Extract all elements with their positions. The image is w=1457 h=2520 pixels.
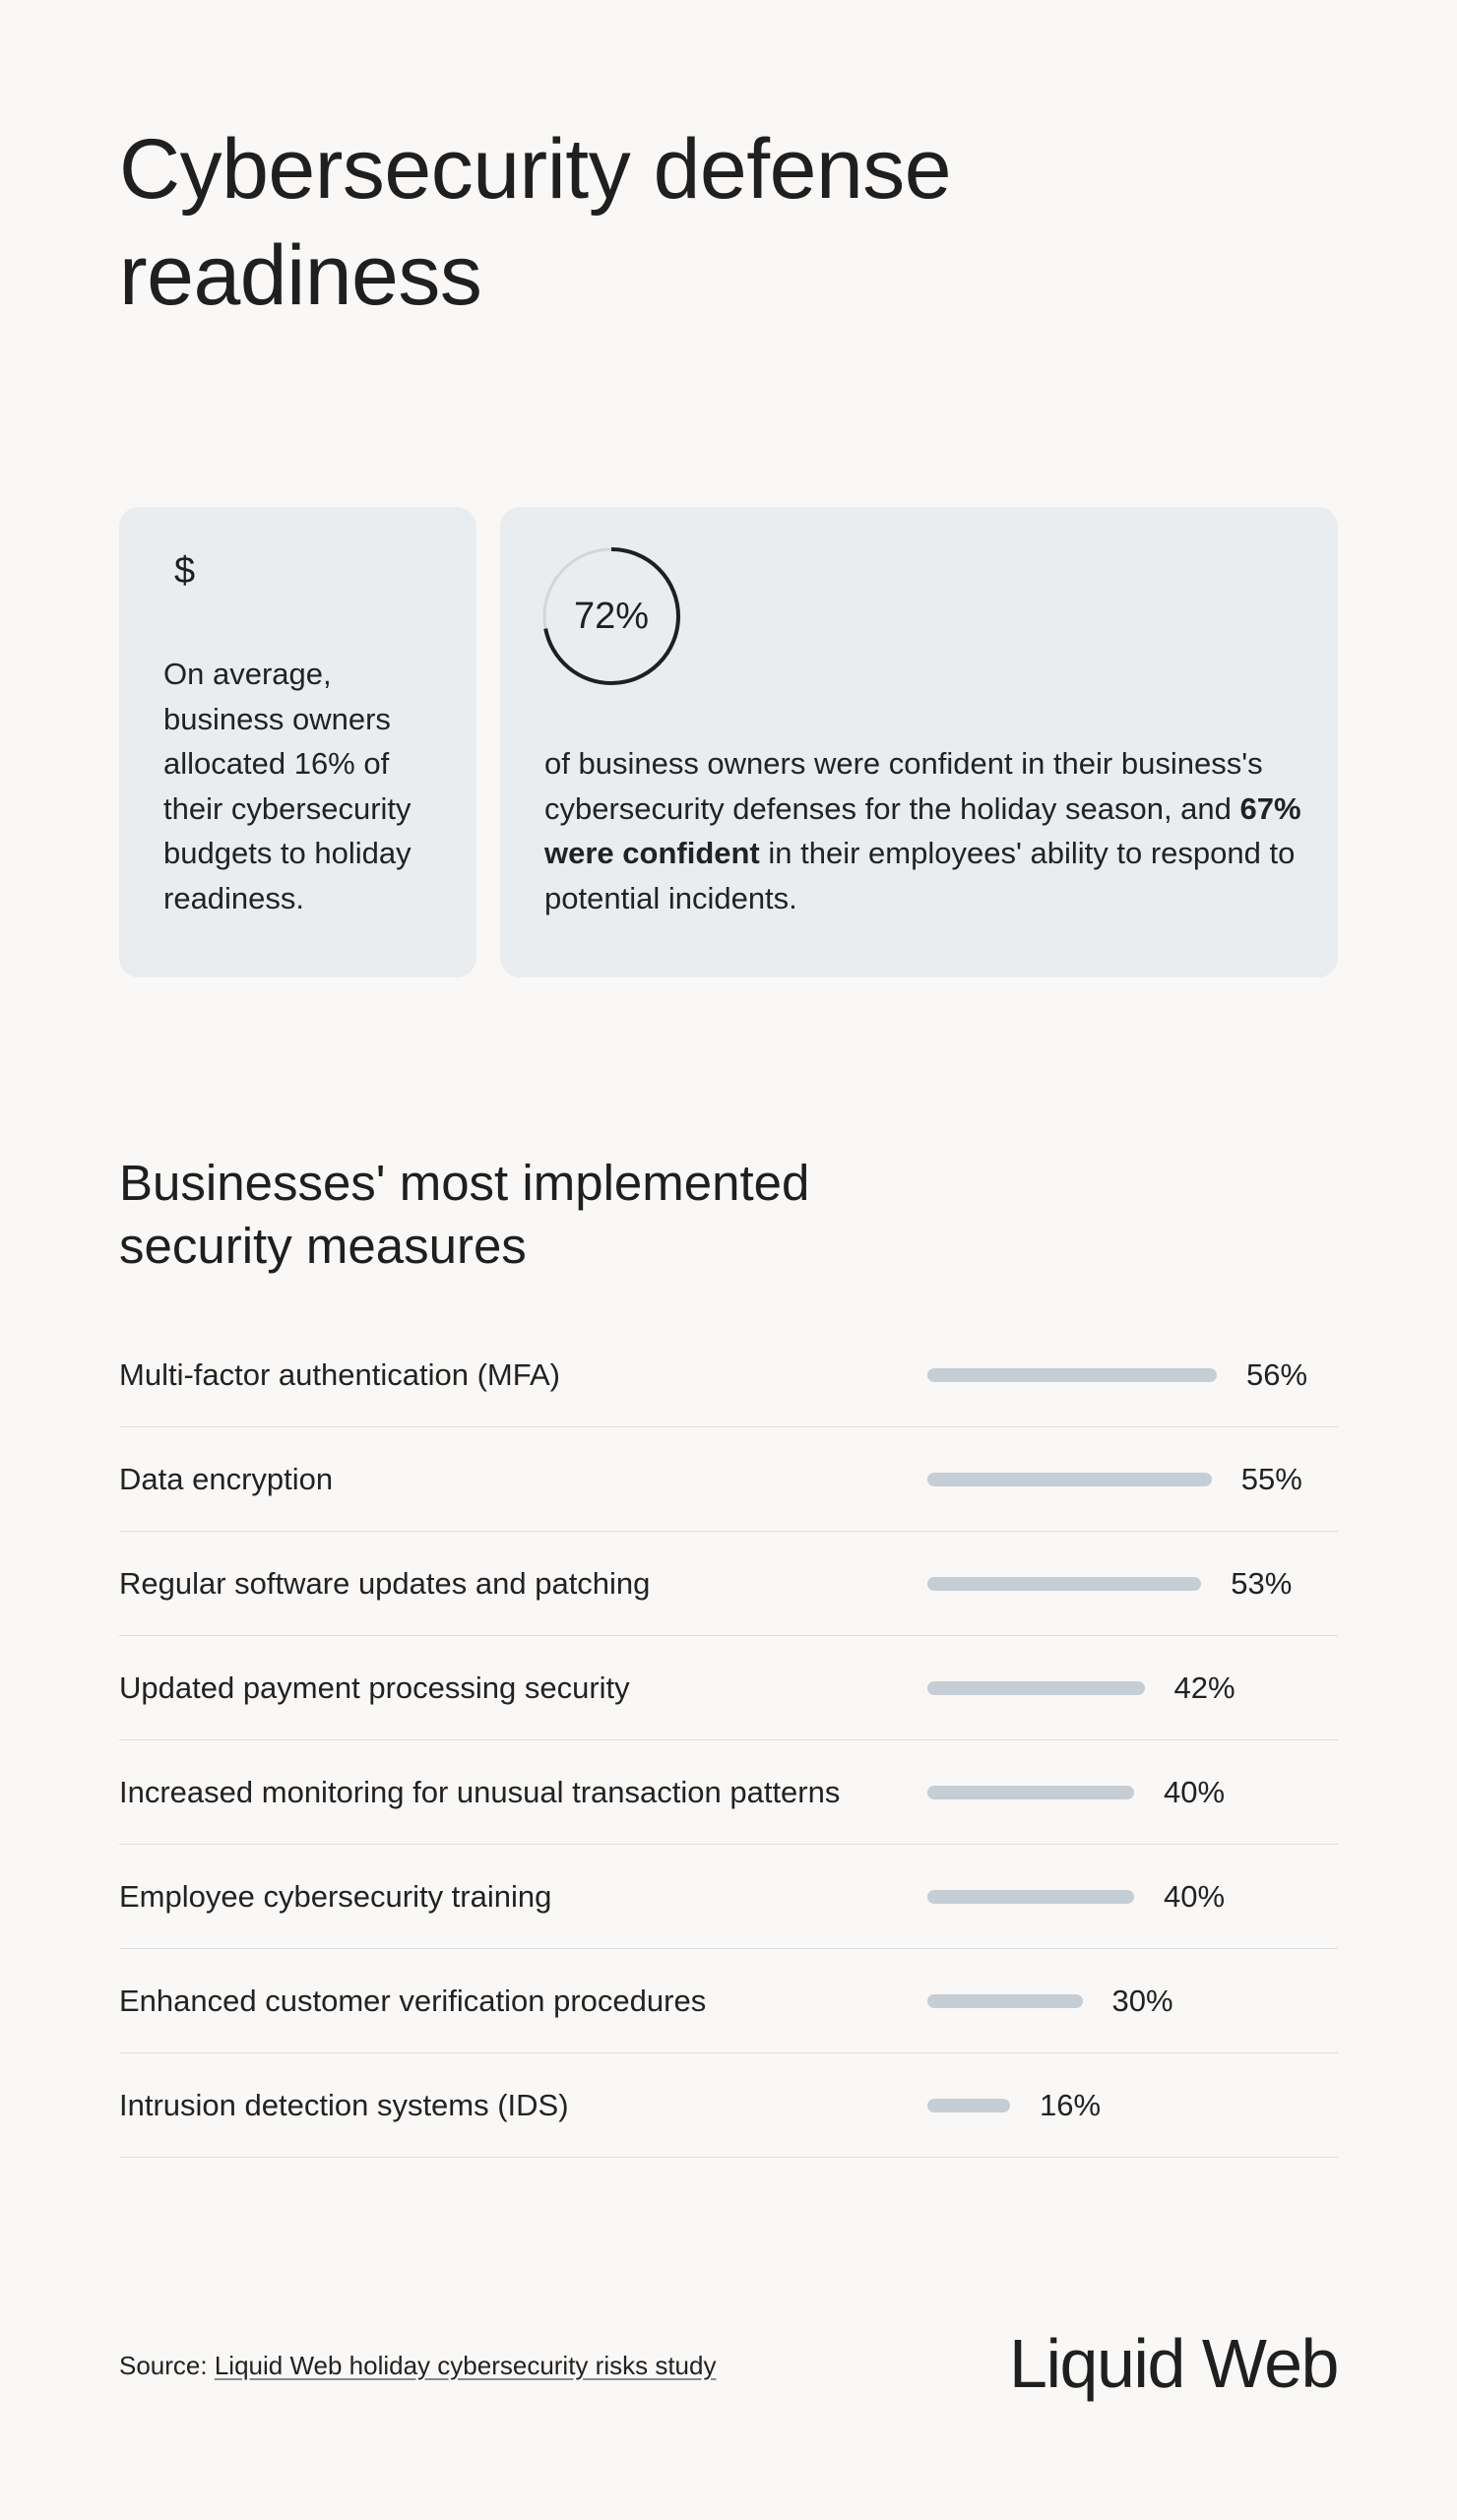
chart-bar xyxy=(927,1577,1201,1591)
chart-value-label: 16% xyxy=(1040,2088,1102,2122)
confidence-text-end: in their employees' ability to respond to potential incidents. xyxy=(544,836,1296,915)
confidence-stat-text xyxy=(544,741,1322,920)
budget-stat-text: On average, business owners allocated 16% of their cybersecurity budgets to holiday readiness. xyxy=(163,657,412,915)
chart-row xyxy=(119,1323,1338,1427)
chart-row xyxy=(119,1427,1338,1532)
budget-stat-card xyxy=(119,507,476,977)
dollar-icon: $ xyxy=(174,550,196,592)
chart-value-label: 55% xyxy=(1240,1462,1302,1496)
chart-category-label: Data encryption xyxy=(119,1462,334,1496)
chart-bar xyxy=(927,1994,1083,2008)
chart-row xyxy=(119,1532,1338,1636)
chart-value-label: 30% xyxy=(1111,1984,1173,2018)
confidence-text-start: of business owners were confident in their business's cybersecurity defenses for the holiday season, and xyxy=(544,746,1263,826)
brand-logo: Liquid Web xyxy=(1009,2325,1338,2402)
chart-category-label: Regular software updates and patching xyxy=(119,1566,651,1601)
chart-category-label: Updated payment processing security xyxy=(119,1670,630,1705)
confidence-ring-value: 72% xyxy=(573,596,650,637)
chart-bar xyxy=(927,1890,1134,1904)
chart-row xyxy=(119,1845,1338,1949)
chart-value-label: 53% xyxy=(1231,1566,1293,1601)
chart-row xyxy=(119,1949,1338,2053)
chart-bar xyxy=(927,1368,1217,1382)
security-measures-chart xyxy=(119,1323,1338,2158)
confidence-stat-card xyxy=(500,507,1338,977)
chart-bar xyxy=(927,2099,1010,2112)
chart-category-label: Intrusion detection systems (IDS) xyxy=(119,2088,569,2122)
chart-value-label: 40% xyxy=(1164,1879,1226,1914)
page-title: Cybersecurity defense readiness xyxy=(119,122,952,323)
confidence-text-bold: 67% were confident xyxy=(544,790,1301,870)
source-line xyxy=(119,2351,716,2381)
chart-title: Businesses' most implemented security measures xyxy=(119,1155,810,1274)
source-prefix: Source: xyxy=(119,2351,215,2380)
chart-value-label: 56% xyxy=(1246,1357,1308,1392)
chart-category-label: Employee cybersecurity training xyxy=(119,1879,552,1914)
chart-row xyxy=(119,1740,1338,1845)
chart-bar xyxy=(927,1473,1212,1486)
chart-row xyxy=(119,2053,1338,2158)
chart-category-label: Enhanced customer verification procedures xyxy=(119,1984,707,2018)
chart-bar xyxy=(927,1681,1145,1695)
chart-value-label: 40% xyxy=(1164,1775,1226,1809)
chart-value-label: 42% xyxy=(1173,1670,1235,1705)
source-link[interactable]: Liquid Web holiday cybersecurity risks study xyxy=(214,2351,717,2380)
chart-category-label: Increased monitoring for unusual transaction patterns xyxy=(119,1775,841,1809)
chart-category-label: Multi-factor authentication (MFA) xyxy=(119,1357,560,1392)
chart-row xyxy=(119,1636,1338,1740)
chart-bar xyxy=(927,1786,1134,1799)
